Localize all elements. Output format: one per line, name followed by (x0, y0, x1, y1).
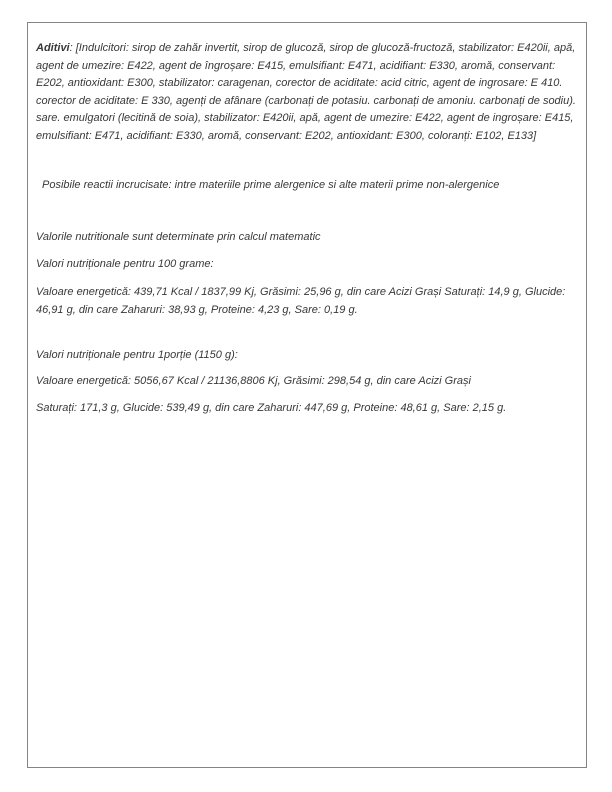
document-frame (27, 22, 587, 768)
nutrition-per-portion-line1: Valoare energetică: 5056,67 Kcal / 21136,8806 Kj, Grăsimi: 298,54 g, din care Acizi Grași (36, 375, 471, 387)
cross-reaction-note: Posibile reactii incrucisate: intre materiile prime alergenice si alte materii prime non-alergenice (42, 179, 500, 191)
nutrition-per-100g-title: Valori nutriționale pentru 100 grame: (36, 258, 214, 270)
calculation-note: Valorile nutritionale sunt determinate prin calcul matematic (36, 230, 321, 243)
additives-paragraph (36, 40, 577, 145)
nutrition-per-portion-title: Valori nutriționale pentru 1porție (1150 g): (36, 348, 238, 361)
nutrition-per-100g-values: Valoare energetică: 439,71 Kcal / 1837,99 Kj, Grăsimi: 25,96 g, din care Acizi Grași Saturați: 14,9 g, Glucide: 46,91 g, din care Zaharuri: 38,93 g, Proteine: 4,23 g, Sare: 0,19 g. (36, 285, 566, 316)
document-content (36, 40, 577, 417)
additives-text: : [Indulcitori: sirop de zahăr invertit, sirop de glucoză, sirop de glucoză-fructoză, stabilizator: E420ii, apă, agent de umezire: E422, agent de îngroșare: E415, emulsifiant: E471, acidifiant: E330, aromă, conservant: E202, antioxidant: E300, stabilizator: caragenan, corector de aciditate: acid citric, agent de ingrosare: E 410. corector de aciditate: E 330, agenți de afânare (carbonați de potasiu. carbonați de amoniu. carbonați de sodiu). sare. emulgatori (lecitină de soia), stabilizator: E420ii, apă, agent de umezire: E422, agent de ingroșare: E415, emulsifiant: E471, acidifiant: E330, aromă, conservant: E202, antioxidant: E300, coloranți: E102, E133] (36, 42, 576, 142)
additives-label: Aditivi (36, 42, 70, 54)
nutrition-per-portion-line2: Saturați: 171,3 g, Glucide: 539,49 g, din care Zaharuri: 447,69 g, Proteine: 48,61 g, Sare: 2,15 g. (36, 401, 507, 414)
